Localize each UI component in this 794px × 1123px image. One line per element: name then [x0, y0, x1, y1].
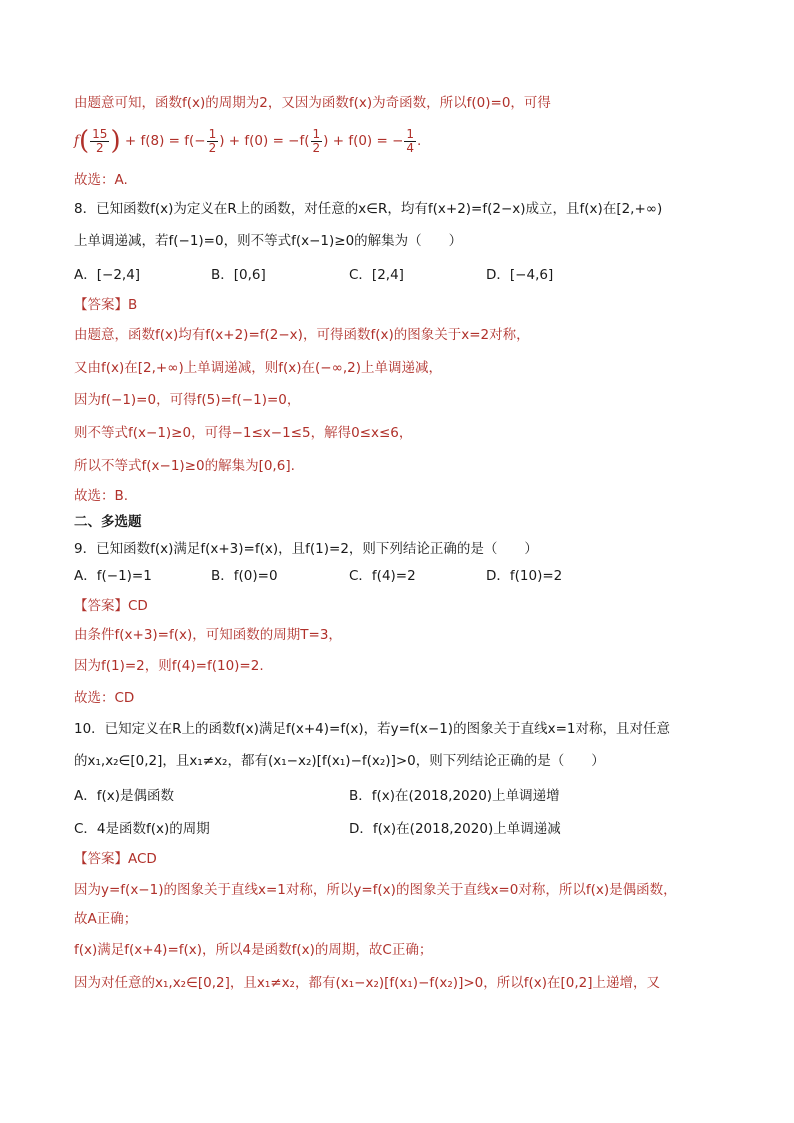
q10-solution-line1: 因为y=f(x−1)的图象关于直线x=1对称，所以y=f(x)的图象关于直线x=0对称，所以f(x)是偶函数， [74, 882, 677, 898]
q8-answer: 【答案】B [74, 297, 138, 313]
q10-solution-line4: 因为对任意的x₁,x₂∈[0,2]，且x₁≠x₂，都有(x₁−x₂)[f(x₁)−f(x₂)]>0，所以f(x)在[0,2]上递增，又 [74, 975, 661, 991]
q10-stem-line2: 的x₁,x₂∈[0,2]，且x₁≠x₂，都有(x₁−x₂)[f(x₁)−f(x₂)]>0，则下列结论正确的是（ ） [74, 753, 605, 769]
q8-solution-line3: 因为f(−1)=0，可得f(5)=f(−1)=0， [74, 392, 301, 408]
q8-solution-line4: 则不等式f(x−1)≥0，可得−1≤x−1≤5，解得0≤x≤6， [74, 425, 413, 441]
q8-select: 故选：B. [74, 488, 129, 504]
q8-option-b: B．[0,6] [211, 267, 266, 283]
q8-solution-line2: 又由f(x)在[2,+∞)上单调递减，则f(x)在(−∞,2)上单调递减， [74, 360, 442, 376]
q8-option-a: A．[−2,4] [74, 267, 141, 283]
section-heading: 二、多选题 [74, 514, 142, 530]
q9-solution-line2: 因为f(1)=2，则f(4)=f(10)=2. [74, 658, 264, 674]
prev-solution-formula: f( $\frac{15}{2}$ ) + f(8) = f(− $\frac{1}{2}$ ) + f(0) = −f( $\frac{1}{2}$ ) + f(0) = − $\frac{1}{4}$ . [74, 126, 422, 156]
fraction-half-2: $\frac{1}{2}$ [312, 126, 321, 155]
q9-option-b: B．f(0)=0 [211, 568, 278, 584]
q10-option-c: C．4是函数f(x)的周期 [74, 821, 210, 837]
prev-solution-intro: 由题意可知，函数f(x)的周期为2，又因为函数f(x)为奇函数，所以f(0)=0，可得 [74, 95, 551, 111]
q9-answer: 【答案】CD [74, 598, 148, 614]
q8-solution-line5: 所以不等式f(x−1)≥0的解集为[0,6]. [74, 458, 295, 474]
prev-select: 故选：A. [74, 172, 128, 188]
q9-option-d: D．f(10)=2 [486, 568, 563, 584]
fraction-half: $\frac{1}{2}$ [208, 126, 217, 155]
q8-solution-line1: 由题意，函数f(x)均有f(x+2)=f(2−x)，可得函数f(x)的图象关于x=2对称， [74, 327, 530, 343]
q9-option-c: C．f(4)=2 [349, 568, 416, 584]
q10-option-d: D．f(x)在(2018,2020)上单调递减 [349, 821, 561, 837]
q10-option-b: B．f(x)在(2018,2020)上单调递增 [349, 788, 560, 804]
q8-option-d: D．[−4,6] [486, 267, 554, 283]
q9-option-a: A．f(−1)=1 [74, 568, 152, 584]
q8-stem-line2: 上单调递减，若f(−1)=0，则不等式f(x−1)≥0的解集为（ ） [74, 233, 463, 249]
q8-option-c: C．[2,4] [349, 267, 404, 283]
q8-stem-line1: 8．已知函数f(x)为定义在R上的函数，对任意的x∈R，均有f(x+2)=f(2−x)成立，且f(x)在[2,+∞) [74, 201, 663, 217]
q9-stem: 9．已知函数f(x)满足f(x+3)=f(x)，且f(1)=2，则下列结论正确的是（ ） [74, 541, 538, 557]
fraction-quarter: $\frac{1}{4}$ [406, 126, 415, 155]
q9-solution-line1: 由条件f(x+3)=f(x)，可知函数的周期T=3， [74, 627, 342, 643]
q10-solution-line2: 故A正确； [74, 911, 138, 927]
q10-option-a: A．f(x)是偶函数 [74, 788, 175, 804]
q10-answer: 【答案】ACD [74, 851, 157, 867]
q10-stem-line1: 10．已知定义在R上的函数f(x)满足f(x+4)=f(x)，若y=f(x−1)的图象关于直线x=1对称，且对任意 [74, 721, 670, 737]
fraction-15-2: $\frac{15}{2}$ [92, 126, 108, 155]
q10-solution-line3: f(x)满足f(x+4)=f(x)，所以4是函数f(x)的周期，故C正确； [74, 942, 433, 958]
q9-select: 故选：CD [74, 690, 135, 706]
